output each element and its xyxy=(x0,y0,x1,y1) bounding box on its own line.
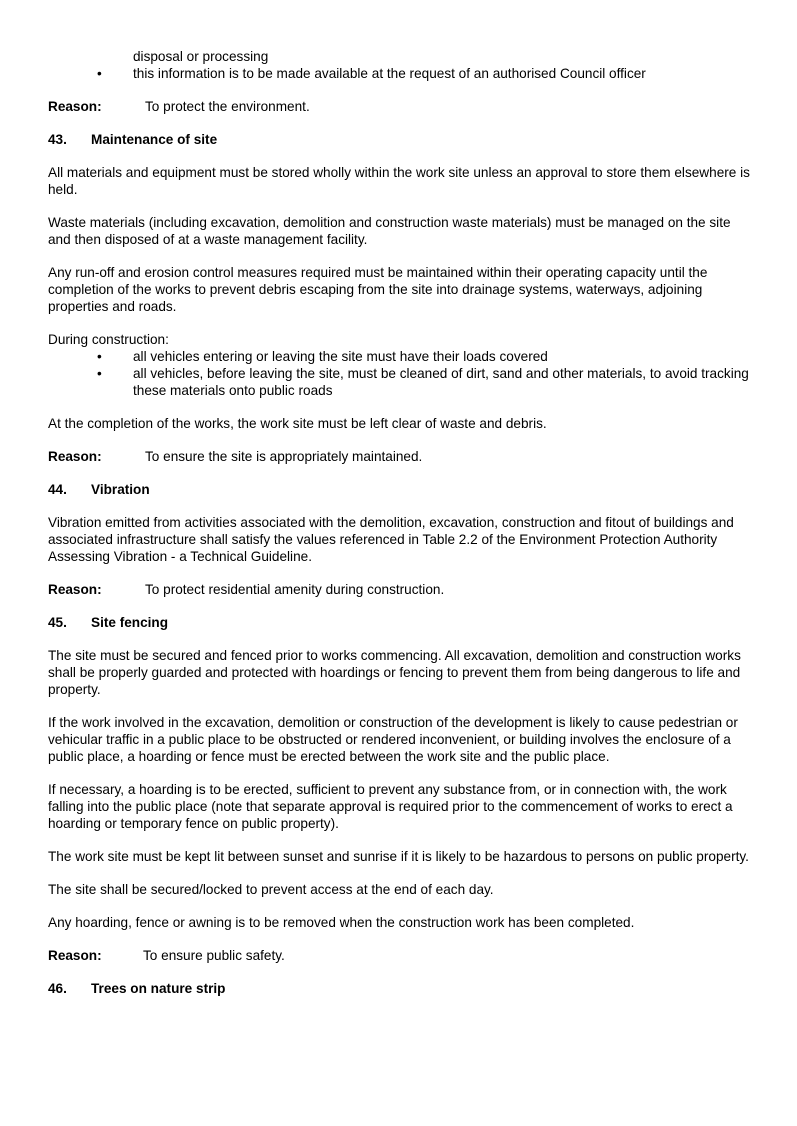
continued-line: disposal or processing xyxy=(133,49,269,64)
reason-maintenance xyxy=(48,448,753,465)
reason-text: To protect residential amenity during construction. xyxy=(145,582,445,597)
section-number: 46. xyxy=(48,981,67,996)
intro-bullet-list xyxy=(48,65,753,82)
section-43-heading xyxy=(48,131,753,148)
paragraph: During construction: xyxy=(48,332,169,347)
bullet-icon: • xyxy=(97,66,102,81)
section-45-heading xyxy=(48,614,753,631)
paragraph: The work site must be kept lit between sunset and sunrise if it is likely to be hazardous to persons on public property. xyxy=(48,849,749,864)
paragraph: At the completion of the works, the work site must be left clear of waste and debris. xyxy=(48,416,547,431)
paragraph: Waste materials (including excavation, demolition and construction waste materials) must be managed on the site and then disposed of at a waste management facility. xyxy=(48,215,731,247)
reason-text: To protect the environment. xyxy=(145,99,310,114)
reason-vibration xyxy=(48,581,753,598)
list-item: • all vehicles entering or leaving the site must have their loads covered xyxy=(97,349,548,364)
construction-bullet-list xyxy=(48,348,753,399)
reason-label: Reason: xyxy=(48,99,102,114)
section-title: Vibration xyxy=(91,482,150,497)
reason-environment xyxy=(48,98,753,115)
paragraph: The site shall be secured/locked to prevent access at the end of each day. xyxy=(48,882,494,897)
list-item: • all vehicles, before leaving the site, must be cleaned of dirt, sand and other materials, to avoid tracking these materials onto public roads xyxy=(97,366,749,398)
paragraph: If necessary, a hoarding is to be erected, sufficient to prevent any substance from, or in connection with, the work falling into the public place (note that separate approval is required prior to the commencement of works to erect a hoarding or temporary fence on public property). xyxy=(48,782,733,831)
bullet-icon: • xyxy=(97,366,102,381)
intro-block xyxy=(48,48,753,82)
section-title: Site fencing xyxy=(91,615,169,630)
section-46-heading xyxy=(48,980,753,997)
reason-label: Reason: xyxy=(48,449,102,464)
paragraph: If the work involved in the excavation, demolition or construction of the development is likely to cause pedestrian or vehicular traffic in a public place to be obstructed or rendered inconvenient, or building involves the enclosure of a public place, a hoarding or fence must be erected between the work site and the public place. xyxy=(48,715,738,764)
section-number: 44. xyxy=(48,482,67,497)
reason-label: Reason: xyxy=(48,948,102,963)
paragraph: Vibration emitted from activities associated with the demolition, excavation, construction and fitout of buildings and associated infrastructure shall satisfy the values referenced in Table 2.2 of the Environment Protection Authority Assessing Vibration - a Technical Guideline. xyxy=(48,515,734,564)
reason-label: Reason: xyxy=(48,582,102,597)
section-title: Trees on nature strip xyxy=(91,981,226,996)
paragraph: Any hoarding, fence or awning is to be removed when the construction work has been completed. xyxy=(48,915,635,930)
reason-text: To ensure the site is appropriately maintained. xyxy=(145,449,423,464)
paragraph: All materials and equipment must be stored wholly within the work site unless an approval to store them elsewhere is held. xyxy=(48,165,750,197)
paragraph: The site must be secured and fenced prior to works commencing. All excavation, demolition and construction works shall be properly guarded and protected with hoardings or fencing to prevent them from being dangerous to life and property. xyxy=(48,648,741,697)
section-number: 43. xyxy=(48,132,67,147)
section-title: Maintenance of site xyxy=(91,132,218,147)
list-item: • this information is to be made available at the request of an authorised Council officer xyxy=(97,66,646,81)
section-number: 45. xyxy=(48,615,67,630)
paragraph: Any run-off and erosion control measures required must be maintained within their operating capacity until the completion of the works to prevent debris escaping from the site into drainage systems, waterways, adjoining properties and roads. xyxy=(48,265,708,314)
section-44-heading xyxy=(48,481,753,498)
reason-text: To ensure public safety. xyxy=(143,948,285,963)
bullet-icon: • xyxy=(97,349,102,364)
document-page xyxy=(48,48,753,1013)
reason-safety xyxy=(48,947,753,964)
